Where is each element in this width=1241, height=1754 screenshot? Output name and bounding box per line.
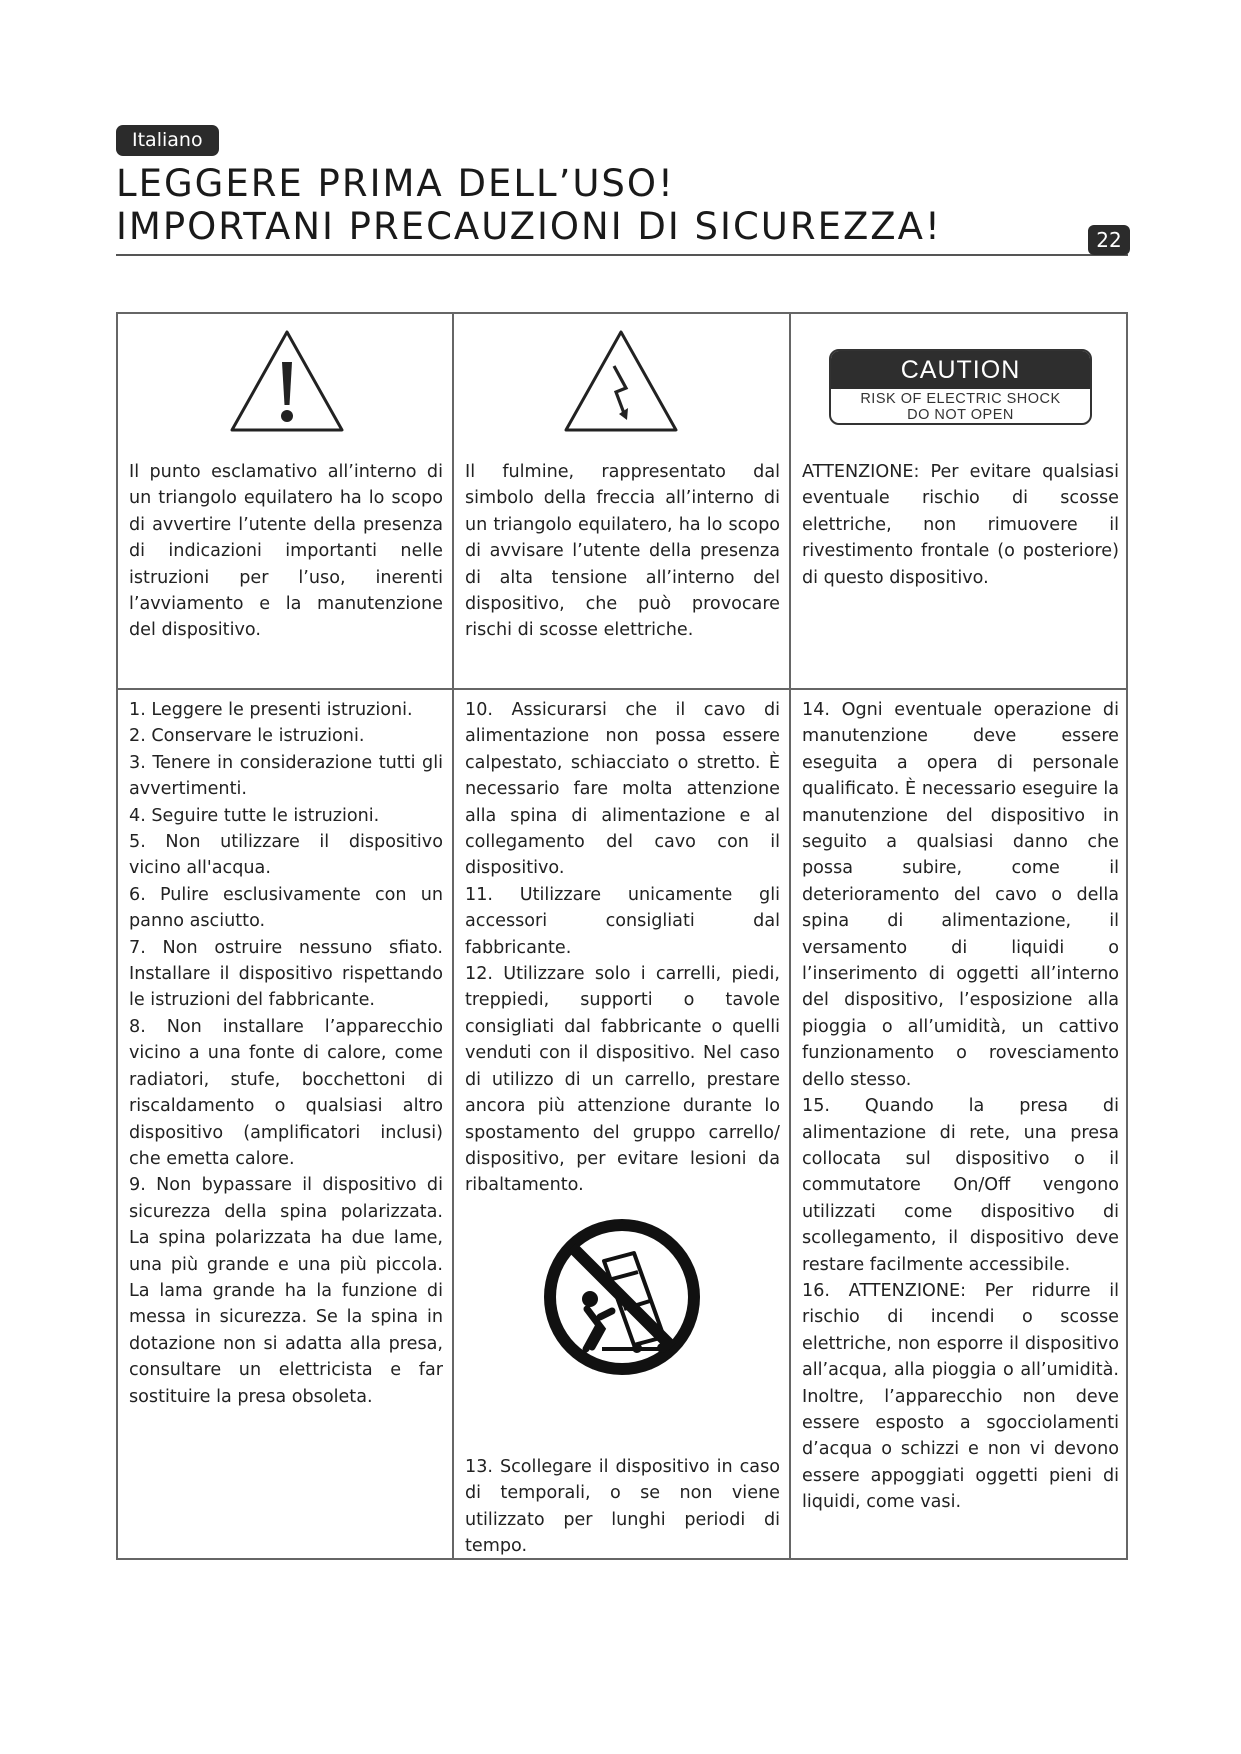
page-number: 22 bbox=[1088, 225, 1130, 255]
title-line-2: IMPORTANI PRECAUZIONI DI SICUREZZA! bbox=[116, 205, 942, 248]
instruction-item: 2. Conservare le istruzioni. bbox=[129, 726, 365, 747]
attention-description bbox=[791, 459, 1128, 591]
instruction-item: 9. Non bypassare il dispositivo di sicurezza della spina polarizzata. La spina polarizzata ha due lame, una più grande e una più piccola. La lama grande ha la funzione di messa in sicurezza. Se la spina in dotazione non si adatta alla presa, consultare un elettricista e far sostituire la presa obsoleta. bbox=[129, 1175, 443, 1407]
instruction-item: 6. Pulire esclusivamente con un panno asciutto. bbox=[129, 884, 443, 932]
instruction-item: 16. ATTENZIONE: Per ridurre il rischio di incendi o scosse elettriche, non esporre il dispositivo all’acqua, alla pioggia o all’umidità. Inoltre, l’apparecchio non deve essere esposto a sgocciolamenti d’acqua o schizzi e non vi devono essere appoggiati oggetti pieni di liquidi, come vasi. bbox=[802, 1280, 1119, 1513]
caution-subtext bbox=[831, 389, 1090, 423]
description-text: Il punto esclamativo all’interno di un triangolo equilatero ha lo scopo di avvertire l’utente della presenza di indicazioni importanti nelle istruzioni per l’uso, inerenti l’avviamento e la manutenzione del dispositivo. bbox=[129, 462, 443, 641]
safety-table bbox=[116, 312, 1128, 1560]
caution-title: CAUTION bbox=[831, 351, 1090, 389]
description-text: Il fulmine, rappresentato dal simbolo della freccia all’interno di un triangolo equilatero, ha lo scopo di avvisare l’utente della presenza di alta tensione all’interno del dispositivo, che può provocare rischi di scosse elettriche. bbox=[465, 462, 780, 641]
lightning-description bbox=[454, 459, 789, 644]
instructions-column-2-bottom bbox=[454, 1454, 789, 1560]
exclamation-triangle-icon bbox=[228, 328, 346, 434]
instruction-item: 4. Seguire tutte le istruzioni. bbox=[129, 805, 380, 826]
row-divider bbox=[118, 688, 1126, 690]
instruction-item: 7. Non ostruire nessuno sfiato. Installare il dispositivo rispettando le istruzioni del fabbricante. bbox=[129, 937, 443, 1011]
title-line-1: LEGGERE PRIMA DELL’USO! bbox=[116, 162, 675, 205]
caution-line-2: DO NOT OPEN bbox=[907, 407, 1014, 423]
page-title bbox=[116, 162, 942, 248]
instruction-item: 5. Non utilizzare il dispositivo vicino all'acqua. bbox=[129, 832, 443, 879]
lightning-triangle-icon bbox=[562, 328, 680, 434]
instruction-item: 1. Leggere le presenti istruzioni. bbox=[129, 700, 413, 720]
instruction-item: 14. Ogni eventuale operazione di manutenzione deve essere eseguita a opera di personale qualificato. È necessario eseguire la manutenzione del dispositivo in seguito a qualsiasi danno che possa subire, come il deterioramento del cavo o della spina di alimentazione, il versamento di liquidi o l’inserimento di oggetti all’interno del dispositivo, l’esposizione alla pioggia o all’umidità, un cattivo funzionamento o rovesciamento dello stesso. bbox=[802, 700, 1119, 1090]
header-rule bbox=[116, 254, 1128, 256]
description-text: ATTENZIONE: Per evitare qualsiasi eventuale rischio di scosse elettriche, non rimuovere il rivestimento frontale (o posteriore) di questo dispositivo. bbox=[802, 462, 1119, 588]
exclamation-description bbox=[118, 459, 452, 644]
instruction-item: 3. Tenere in considerazione tutti gli avvertimenti. bbox=[129, 752, 443, 800]
language-badge: Italiano bbox=[116, 125, 219, 156]
caution-line-1: RISK OF ELECTRIC SHOCK bbox=[860, 391, 1061, 407]
instructions-column-2 bbox=[454, 697, 789, 1199]
instruction-item: 11. Utilizzare unicamente gli accessori consigliati dal fabbricante. bbox=[465, 884, 780, 958]
instruction-item: 13. Scollegare il dispositivo in caso di temporali, o se non viene utilizzato per lunghi periodi di tempo. bbox=[465, 1457, 780, 1557]
no-tip-over-cart-icon bbox=[542, 1217, 702, 1377]
instruction-item: 8. Non installare l’apparecchio vicino a una fonte di calore, come radiatori, stufe, bocchettoni di riscaldamento o qualsiasi altro dispositivo (amplificatori inclusi) che emetta calore. bbox=[129, 1016, 443, 1169]
instruction-item: 12. Utilizzare solo i carrelli, piedi, treppiedi, supporti o tavole consigliati dal fabbricante o quelli venduti con il dispositivo. Nel caso di utilizzo di un carrello, prestare ancora più attenzione durante lo spostamento del gruppo carrello/ dispositivo, per evitare lesioni da ribaltamento. bbox=[465, 964, 780, 1196]
instruction-item: 10. Assicurarsi che il cavo di alimentazione non possa essere calpestato, schiacciato o stretto. È necessario fare molta attenzione alla spina di alimentazione e al collegamento del cavo con il dispositivo. bbox=[465, 700, 780, 879]
instructions-column-3 bbox=[791, 697, 1128, 1516]
instructions-column-1 bbox=[118, 697, 452, 1410]
caution-label bbox=[829, 349, 1092, 425]
instruction-item: 15. Quando la presa di alimentazione di rete, una presa collocata sul dispositivo o il commutatore On/Off vengono utilizzati come dispositivo di scollegamento, il dispositivo deve restare facilmente accessibile. bbox=[802, 1096, 1119, 1275]
